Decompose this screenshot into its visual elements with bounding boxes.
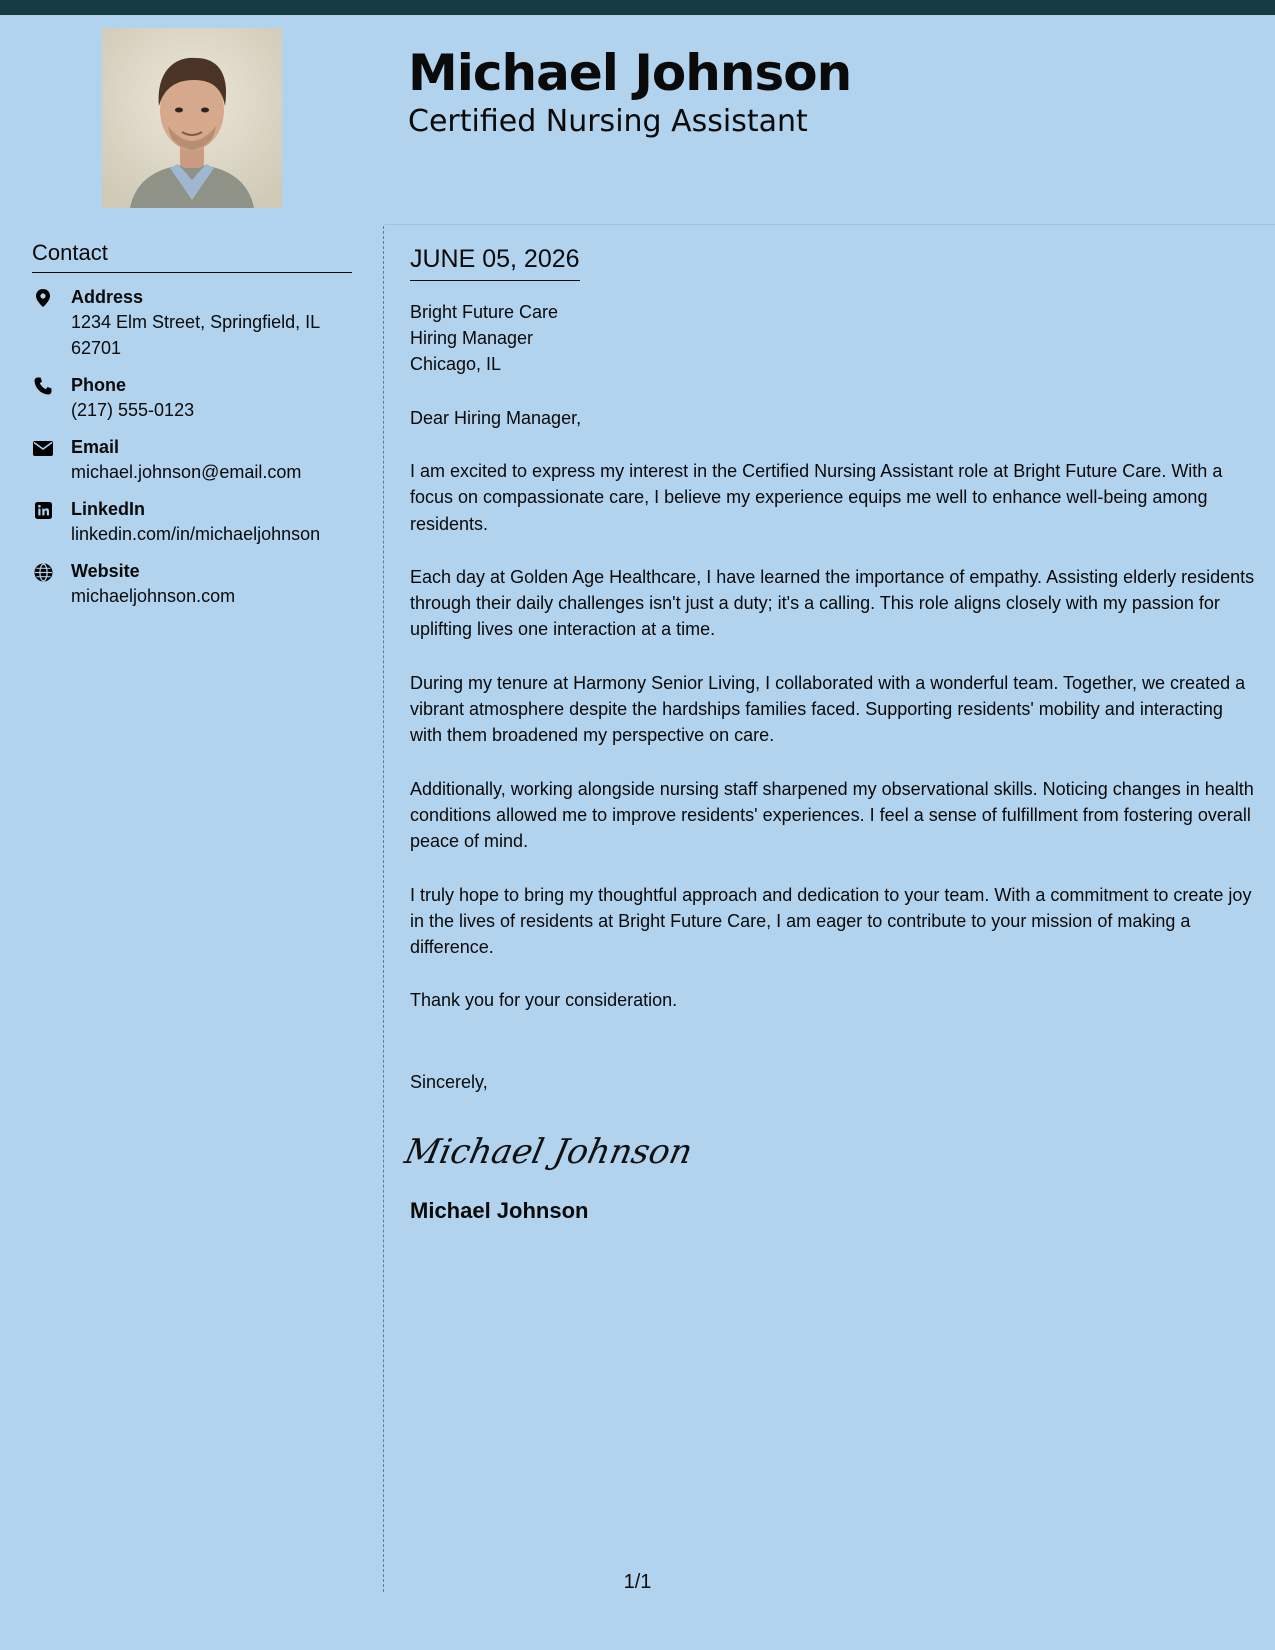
letter-paragraph: During my tenure at Harmony Senior Living, I collaborated with a wonderful team. Together, we created a vibrant atmosphere despite the hardships families faced. Supporting residents' mobility and interacting with them broadened my perspective on care. (410, 672, 1246, 746)
letter-paragraph: Additionally, working alongside nursing staff sharpened my observational skills. Noticing changes in health conditions allowed me to improve residents' experiences. I feel a sense of fulfillment from fostering overall peace of mind. (410, 778, 1254, 852)
letter-paragraph: I truly hope to bring my thoughtful approach and dedication to your team. With a commitment to create joy in the lives of residents at Bright Future Care, I am eager to contribute to your mission of making a difference. (410, 884, 1252, 958)
contact-value: michaeljohnson.com (71, 586, 236, 606)
profile-photo (102, 28, 282, 208)
contact-label: Website (71, 561, 140, 581)
contact-label: Address (71, 287, 144, 307)
contact-address (32, 285, 352, 361)
top-bar (0, 0, 1275, 15)
contact-value: michael.johnson@email.com (71, 462, 302, 482)
contact-label: Email (71, 437, 120, 457)
contact-label: Phone (71, 375, 127, 395)
column-divider (383, 226, 384, 1592)
recipient-block (410, 299, 1255, 377)
contact-email (32, 435, 352, 485)
globe-icon (32, 561, 54, 583)
contact-phone (32, 373, 352, 423)
signer-name: Michael Johnson (410, 1197, 589, 1223)
letter-paragraph: Thank you for your consideration. (410, 990, 678, 1011)
map-pin-icon (32, 287, 54, 309)
salutation: Dear Hiring Manager, (410, 408, 582, 428)
letter-paragraph: Each day at Golden Age Healthcare, I have learned the importance of empathy. Assisting elderly residents through their daily challenges isn't just a duty; it's a calling. This role aligns closely with my passion for uplifting lives one interaction at a time. (410, 566, 1255, 640)
envelope-icon (32, 437, 54, 459)
contact-value: 1234 Elm Street, Springfield, IL 62701 (71, 312, 320, 358)
phone-icon (32, 375, 54, 397)
applicant-role: Certified Nursing Assistant (408, 104, 808, 139)
applicant-name: Michael Johnson (408, 44, 852, 102)
recipient-location: Chicago, IL (410, 354, 502, 374)
letter-paragraph: I am excited to express my interest in the Certified Nursing Assistant role at Bright Future Care. With a focus on compassionate care, I believe my experience equips me well to enhance well-being among residents. (410, 461, 1223, 534)
closing: Sincerely, (410, 1071, 488, 1092)
header-divider (385, 224, 1275, 225)
handwritten-signature (401, 1121, 1255, 1181)
contact-value: linkedin.com/in/michaeljohnson (71, 524, 321, 544)
signature-text: Michael Johnson (401, 1132, 696, 1172)
recipient-company: Bright Future Care (410, 302, 559, 322)
contact-website (32, 559, 352, 609)
contact-value: (217) 555-0123 (71, 400, 195, 420)
contact-heading: Contact (32, 236, 352, 273)
page-number: 1/1 (623, 1571, 652, 1593)
contact-sidebar (32, 236, 352, 621)
letter-body (401, 242, 1255, 1226)
contact-linkedin (32, 497, 352, 547)
letter-date: JUNE 05, 2026 (410, 242, 580, 281)
recipient-title: Hiring Manager (410, 328, 534, 348)
contact-label: LinkedIn (71, 499, 146, 519)
linkedin-icon (32, 499, 54, 521)
